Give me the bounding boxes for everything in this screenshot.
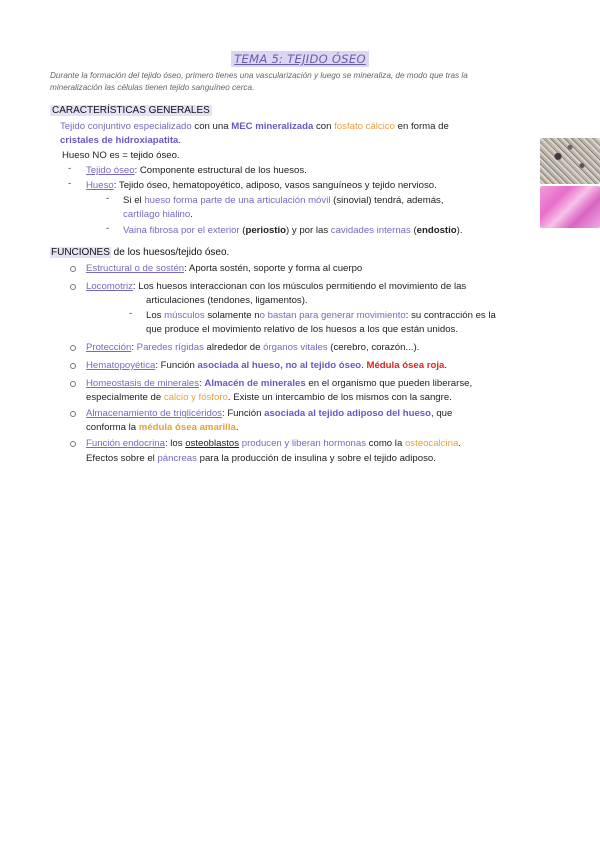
func-locomotriz-sub-2: que produce el movimiento relativo de los huesos a los que están unidos. — [146, 324, 458, 335]
circle-bullet-icon — [70, 381, 76, 387]
func-homeostasis: Homeostasis de minerales: Almacén de minerales en el organismo que pueden liberarse, — [86, 378, 473, 389]
cartilage-micrograph — [540, 186, 600, 228]
dash-bullet: - — [129, 308, 133, 319]
section-heading-funciones: FUNCIONES de los huesos/tejido óseo. — [51, 247, 230, 258]
func-homeostasis-2: especialmente de calcio y fósforo. Existe un intercambio de los mismos con la sangre. — [86, 392, 452, 403]
section-heading-caracteristicas: CARACTERÍSTICAS GENERALES — [52, 105, 210, 116]
caract-sub-1: Si el hueso forma parte de una articulación móvil (sinovial) tendrá, además, — [123, 195, 444, 206]
caract-dash-1: Tejido óseo: Componente estructural de los huesos. — [86, 165, 307, 176]
dash-bullet: - — [106, 193, 110, 204]
circle-bullet-icon — [70, 284, 76, 290]
caract-line-2: Hueso NO es = tejido óseo. — [62, 150, 180, 161]
circle-bullet-icon — [70, 266, 76, 272]
dash-bullet: - — [68, 178, 72, 189]
circle-bullet-icon — [70, 363, 76, 369]
func-hematopoyetica: Hematopoyética: Función asociada al hueso, no al tejido óseo. Médula ósea roja. — [86, 360, 447, 371]
caract-sub-1b: cartílago hialino. — [123, 209, 193, 220]
dash-bullet: - — [106, 223, 110, 234]
intro-paragraph: Durante la formación del tejido óseo, primero tienes una vascularización y luego se mineraliza, de modo que tras la mineralización las células tienen tejido sanguíneo cerca. — [50, 71, 468, 92]
func-endocrina: Función endocrina: los osteoblastos producen y liberan hormonas como la osteocalcina. — [86, 438, 461, 449]
caract-line-1: Tejido conjuntivo especializado con una MEC mineralizada con fosfato cálcico en forma de — [60, 121, 449, 132]
dash-bullet: - — [68, 163, 72, 174]
func-proteccion: Protección: Paredes rígidas alrededor de órganos vitales (cerebro, corazón...). — [86, 342, 420, 353]
caract-line-1b: cristales de hidroxiapatita. — [60, 135, 182, 146]
circle-bullet-icon — [70, 345, 76, 351]
func-estructural: Estructural o de sostén: Aporta sostén, soporte y forma al cuerpo — [86, 263, 363, 274]
func-locomotriz: Locomotriz: Los huesos interaccionan con los músculos permitiendo el movimiento de las — [86, 281, 467, 292]
page-title: TEMA 5: TEJIDO ÓSEO — [0, 50, 600, 68]
func-endocrina-2: Efectos sobre el páncreas para la producción de insulina y sobre el tejido adiposo. — [86, 453, 436, 464]
bone-tissue-micrograph — [540, 138, 600, 184]
func-trigliceridos-2: conforma la médula ósea amarilla. — [86, 422, 239, 433]
func-locomotriz-2: articulaciones (tendones, ligamentos). — [146, 295, 308, 306]
func-trigliceridos: Almacenamiento de triglicéridos: Función asociada al tejido adiposo del hueso, que — [86, 408, 453, 419]
circle-bullet-icon — [70, 411, 76, 417]
caract-dash-2: Hueso: Tejido óseo, hematopoyético, adiposo, vasos sanguíneos y tejido nervioso. — [86, 180, 437, 191]
caract-sub-2: Vaina fibrosa por el exterior (periostio) y por las cavidades internas (endostio). — [123, 225, 463, 236]
circle-bullet-icon — [70, 441, 76, 447]
func-locomotriz-sub: Los músculos solamente no bastan para generar movimiento: su contracción es la — [146, 310, 496, 321]
